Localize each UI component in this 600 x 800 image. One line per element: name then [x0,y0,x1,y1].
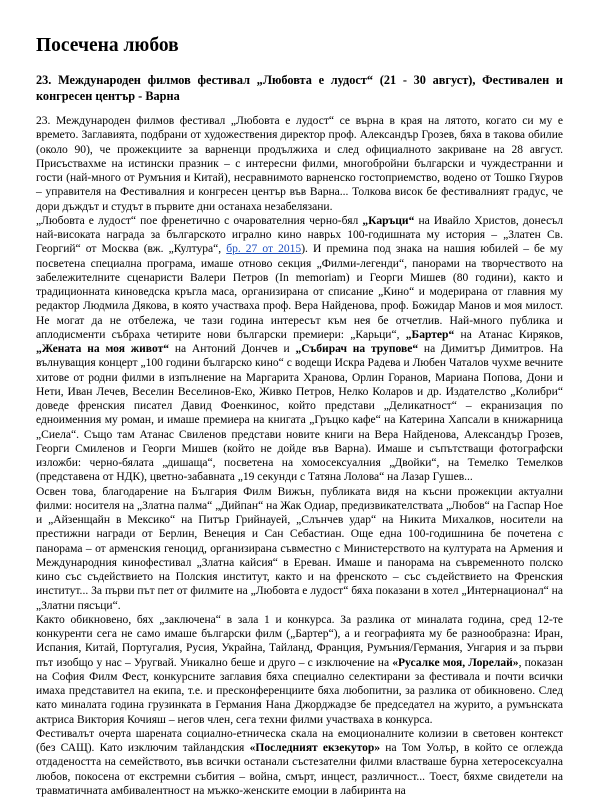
page-title: Посечена любов [36,35,179,56]
paragraph-2-text-1: „Любовта е лудост“ пое френетично с очарователния черно-бял [36,214,363,227]
film-title-karatsi: „Каръци“ [362,214,415,227]
article [36,34,563,798]
paragraph-5 [36,727,563,798]
article-subtitle: 23. Международен филмов фестивал „Любовта е лудост“ (21 - 30 август), Фестивален и конгресен център - Варна [36,73,563,103]
paragraph-1: 23. Международен филмов фестивал „Любовта е лудост“ се върна в края на лятото, когато си му е времето. Заглавията, подбрани от художествения директор проф. Александър Грозев, бяха в такова обилие (около 90), че прожекциите за варненци продължиха и след официалното закриване на 28 август. Присъствахме на истински празник – с интересни филми, многобройни български и чуждестранни и гости (най-много от Румъния и Китай), несравнимото варненско гостоприемство, водено от Тошко Гяуров – управителя на Фестивалния и конгресен център във Варна... Толкова висок бе фестивалният градус, че дори дъждът и студът в първите дни останаха незабелязани. [36,115,563,213]
paragraph-4-text-1: Както обикновено, бях „заключена“ в зала 1 и конкурса. За разлика от миналата година, сред 12-те конкуренти сега не само имаше български филм („Бартер“), а и географията му бе разнообразна: Иран, Испания, Китай, Португалия, Русия, Украйна, Тайланд, Франция, Румъния/Германия, Унгария и за първи път изобщо у нас – Уругвай. Уникално беше и друго – с изключение на [36,613,563,669]
film-title-sabirach: „Събирач на трупове“ [295,343,419,355]
paragraph-5-text-2: на Том Уолър, в който се оглежда отдадеността на семейството, във всички останали състезателни филми властваше бурна хетеросексуална любов, покосена от екстремни събития – война, смърт, инцест, различност... Тоест, бяхме свидетели на травматичната амбивалентност на мъжко-женските емоции в лабиринта на [36,742,564,797]
paragraph-2-text-3: ). И премина под знака на нашия юбилей – бе му посветена специална програма, имаше отново секция „Филми-легенди“, панорами на творчеството на забележителните сценаристи Валери Петров (In memoriam) и Георги Мишев (80 години), както и традиционната киноведска кръгла маса, организирана от списание „Кино“ и модерирана от главния му редактор Людмила Дякова, в която участваха проф. Вера Найденова, проф. Божидар Манов и моя милост. Не могат да не отбележа, че тази година интересът към нея бе отчетлив. Най-много публика и аплодисменти събраха четирите нови български премиери: „Карьци“, [36,243,563,341]
kultura-issue-link[interactable]: бр. 27 от 2015 [226,243,302,256]
paragraph-4 [36,613,563,727]
paragraph-5-text-1: Фестивалът очерта шарената социално-етническа скала на емоционалните колизии в световен контекст (без САЩ). Като изключим тайландския [36,727,563,754]
film-title-lorelai: «Русалке моя, Лорелай» [392,656,519,669]
article-body [36,114,563,798]
paragraph-2-text-4: на Атанас Киряков, [454,328,563,341]
paragraph-4-text-2: , показан на София Филм Фест, конкурсните заглавия бяха специално селектирани за фестивала и почти всички имаха представител на екипа, т.е. и пресконференциите бяха любопитни, за разлика от обикновено. След като миналата година грузинката в Германия Нана Джорджадзе бе председател на журито, а румънската актриса Виктория Кочияш – негов член, сега техни филми участваха в конкурса. [36,656,563,726]
paragraph-2 [36,214,563,485]
film-title-zhenata: „Жената на моя живот“ [36,343,170,355]
paragraph-3: Освен това, благодарение на България Филм Вижън, публиката видя на късни прожекции актуални филми: носителя на „Златна палма“ „Дийпан“ на Жак Одиар, предизвикателствата „Любов“ на Гаспар Ное и „Айзенщайн в Мексико“ на Питър Грийнауей, „Слънчев удар“ на Никита Михалков, носители на престижни награди от Берлин, Венеция и Сан Себастиан. Още една 100-годишнина бе почетена с панорама – от арменския геноцид, организирана съвместно с Министерството на културата на Армения и Международния кинофестивал „Златна кайсия“ в Ереван. Имаше и панорама на съвременното полско кино със съдействието на Полския институт, както и на френското – със съдействието на Френския институт... За първи път пет от филмите на „Любовта е лудост“ бяха показани в хотел „Интернационал“ на „Златни пясъци“. [36,485,563,612]
paragraph-2-text-6: на Димитър Димитров. На вълнуващия концерт „100 години българско кино“ с водещи Искра Радева и Любен Чаталов чухме вечните хитове от родни филми в изпълнение на Маргарита Хранова, Орлин Горанов, Мариана Попова, Дони и Нети, Иван Лечев, Веселин Веселинов-Еко, Живко Петров, Нелко Коларов и др. Издателство „Колибри“ доведе френския писател Давид Фоенкинос, който представи „Деликатност“ – екранизация по едноименния му роман, и имаше премиера на книгата „Гръцко кафе“ на Катерина Хапсали в книжарница „Сиела“. Също там Атанас Свиленов представи новите книги на Вера Найденова, Александър Грозев, Георги Смиленов и Георги Мишев (който не дойде във Варна). Имаше и съпътстващи фотографски изложби: черно-бялата „дишаща“, посветена на хомосексуалния „Двойки“, на Темелко Темелков (представена от НДК), цветно-забавната „19 секунди с Татяна Лолова“ на Лазар Гушев... [36,343,564,484]
paragraph-2-text-5: на Антоний Дончев и [169,343,296,355]
paragraph-2-text-2: на Ивайло Христов, донесъл най-високата награда за българското игрално кино наврьх 100-годишната му история – „Златен Св. Георгий“ от Москва (вж. „Култура“, [36,214,563,256]
film-title-barter: „Бартер“ [405,328,455,341]
film-title-executor: «Последният екзекутор» [249,742,381,754]
